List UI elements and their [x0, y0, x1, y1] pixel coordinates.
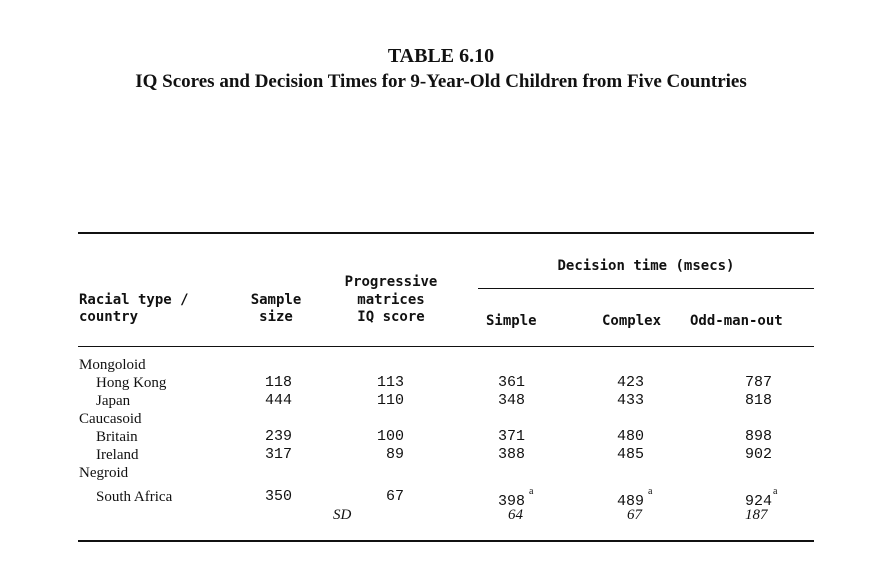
- header-odd-man-out: Odd-man-out: [690, 313, 783, 329]
- row-odd: 902: [745, 446, 773, 463]
- group-label: Negroid: [79, 465, 129, 481]
- row-sample: 444: [264, 392, 292, 409]
- row-iq: 100: [376, 428, 404, 445]
- row-iq: 89: [385, 446, 404, 463]
- group-label: Mongoloid: [79, 357, 146, 373]
- decision-time-rule: [478, 288, 814, 289]
- row-iq: 113: [376, 374, 404, 391]
- table-subtitle: IQ Scores and Decision Times for 9-Year-Old Children from Five Countries: [135, 71, 747, 92]
- sd-label: SD: [333, 507, 352, 523]
- row-simple: 348: [498, 392, 526, 409]
- row-odd: 787: [745, 374, 773, 391]
- header-progressive: Progressive: [344, 274, 438, 290]
- header-decision-time: Decision time (msecs): [557, 258, 735, 274]
- header-racial-type: Racial type /: [79, 292, 189, 308]
- row-simple: 398: [498, 493, 526, 510]
- header-rule: [78, 346, 814, 347]
- header-simple: Simple: [486, 313, 537, 329]
- sd-odd: 187: [745, 507, 768, 523]
- header-sample: Sample: [250, 292, 302, 308]
- footnote-marker: a: [529, 486, 534, 497]
- top-rule: [78, 232, 814, 234]
- bottom-rule: [78, 540, 814, 542]
- row-simple: 361: [498, 374, 526, 391]
- row-iq: 110: [376, 392, 404, 409]
- footnote-marker: a: [648, 486, 653, 497]
- header-complex: Complex: [602, 313, 662, 329]
- row-sample: 239: [264, 428, 292, 445]
- row-country: Britain: [96, 429, 138, 445]
- row-simple: 371: [498, 428, 526, 445]
- table-title: TABLE 6.10: [387, 45, 495, 67]
- row-odd: 924: [745, 493, 773, 510]
- row-country: Hong Kong: [96, 375, 167, 391]
- header-iq-score: IQ score: [357, 309, 425, 325]
- row-complex: 433: [617, 392, 645, 409]
- header-size: size: [259, 309, 293, 325]
- group-label: Caucasoid: [79, 411, 142, 427]
- row-complex: 485: [617, 446, 645, 463]
- sd-simple: 64: [508, 507, 523, 523]
- row-complex: 423: [617, 374, 645, 391]
- footnote-marker: a: [773, 486, 778, 497]
- row-sample: 317: [264, 446, 292, 463]
- row-iq: 67: [385, 488, 404, 505]
- row-complex: 480: [617, 428, 645, 445]
- row-odd: 818: [745, 392, 773, 409]
- sd-complex: 67: [627, 507, 642, 523]
- row-sample: 118: [264, 374, 292, 391]
- header-matrices: matrices: [357, 292, 425, 308]
- row-sample: 350: [264, 488, 292, 505]
- header-country: country: [79, 309, 139, 325]
- row-country: Ireland: [96, 447, 139, 463]
- row-odd: 898: [745, 428, 773, 445]
- row-country: Japan: [96, 393, 131, 409]
- row-simple: 388: [498, 446, 526, 463]
- row-complex: 489: [617, 493, 645, 510]
- row-country: South Africa: [96, 489, 173, 505]
